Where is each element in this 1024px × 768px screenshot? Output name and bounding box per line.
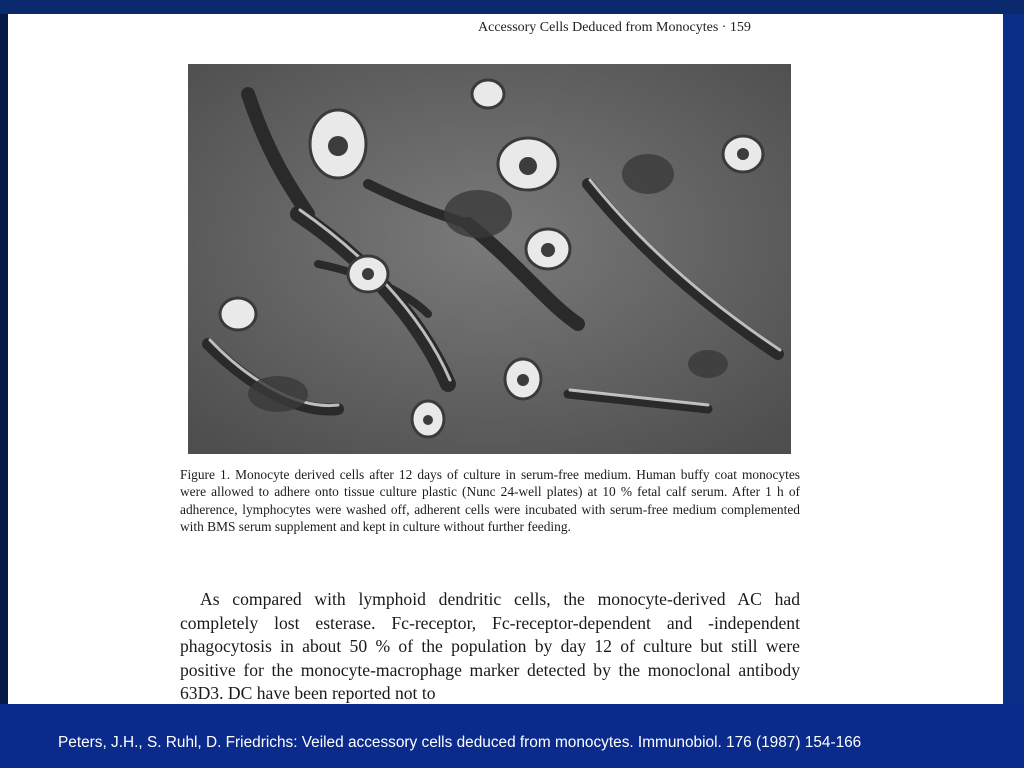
running-head: Accessory Cells Deduced from Monocytes · 159 — [478, 20, 751, 35]
citation-bar — [0, 704, 1024, 768]
body-paragraph: As compared with lymphoid dendritic cells, the monocyte-derived AC had completely lost esterase. Fc-receptor, Fc-receptor-dependent and -independent phagocytosis in about 50 % of the population by day 12 of culture but still were positive for the monocyte-macrophage marker detected by the monoclonal antibody 63D3. DC have been reported not to — [180, 589, 800, 703]
slide-top-band — [0, 0, 1024, 14]
micrograph-image — [188, 64, 791, 454]
figure-caption: Figure 1. Monocyte derived cells after 12 days of culture in serum-free medium. Human buffy coat monocytes were allowed to adhere onto tissue culture plastic (Nunc 24-well plates) at 10 % fetal calf serum. After 1 h of adherence, lymphocytes were washed off, adherent cells were incubated with serum-free medium complemented with BMS serum supplement and kept in culture without further feeding. — [180, 467, 800, 534]
citation-text: Peters, J.H., S. Ruhl, D. Friedrichs: Veiled accessory cells deduced from monocytes. Immunobiol. 176 (1987) 154-166 — [58, 734, 862, 751]
scanned-page — [8, 14, 1003, 704]
